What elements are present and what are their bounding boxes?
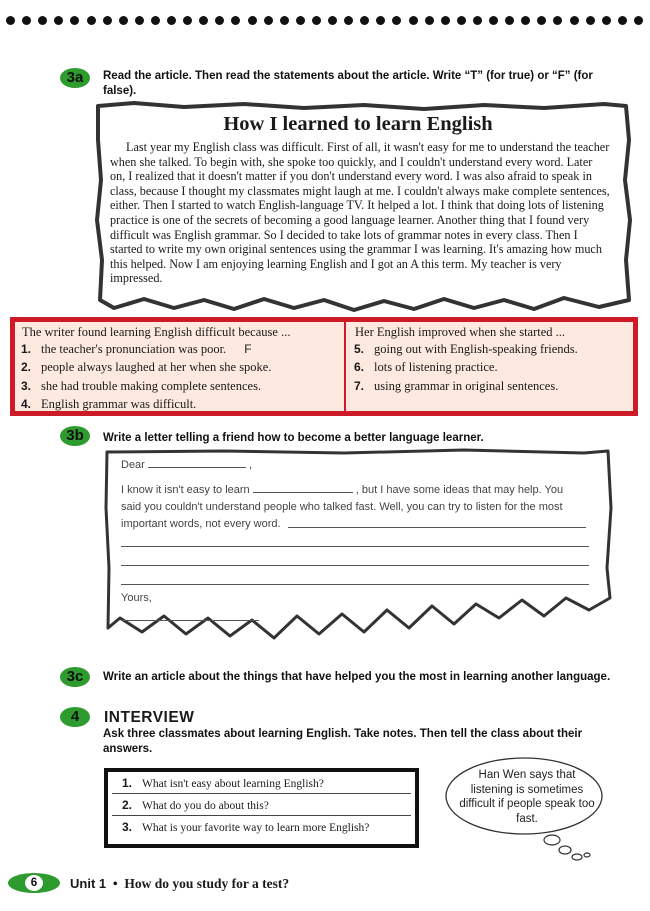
border-dot bbox=[87, 16, 96, 25]
statement-number: 5. bbox=[354, 342, 365, 356]
statement-text: she had trouble making complete sentences. bbox=[41, 378, 262, 393]
section-4-badge: 4 bbox=[60, 707, 90, 727]
section-3b-badge: 3b bbox=[60, 426, 90, 446]
border-dot bbox=[70, 16, 79, 25]
writing-line[interactable] bbox=[288, 527, 586, 528]
letter-line-3: important words, not every word. bbox=[121, 518, 281, 530]
letter-line-1a: I know it isn't easy to learn bbox=[121, 484, 250, 496]
unit-title: How do you study for a test? bbox=[124, 876, 290, 891]
border-dot bbox=[231, 16, 240, 25]
border-dot bbox=[425, 16, 434, 25]
statement-text: people always laughed at her when she spoke. bbox=[41, 360, 272, 375]
border-dot bbox=[215, 16, 224, 25]
letter-greeting-line bbox=[121, 457, 601, 474]
statement-text: using grammar in original sentences. bbox=[374, 378, 559, 393]
border-dot bbox=[570, 16, 579, 25]
border-dot bbox=[553, 16, 562, 25]
letter-greeting: Dear bbox=[121, 459, 145, 471]
question-text: What isn't easy about learning English? bbox=[142, 778, 324, 790]
border-dot bbox=[54, 16, 63, 25]
border-dot bbox=[505, 16, 514, 25]
question-text: What is your favorite way to learn more English? bbox=[142, 822, 370, 834]
border-dot bbox=[296, 16, 305, 25]
statement-item bbox=[21, 377, 344, 395]
border-dot bbox=[38, 16, 47, 25]
statements-left-column bbox=[15, 322, 346, 411]
statement-answer[interactable]: F bbox=[244, 342, 252, 356]
question-row bbox=[112, 772, 411, 794]
border-dot bbox=[344, 16, 353, 25]
section-3c-instruction: Write an article about the things that have helped you the most in learning another language. bbox=[103, 671, 611, 683]
question-row bbox=[112, 816, 411, 838]
border-dot bbox=[489, 16, 498, 25]
statement-text: English grammar was difficult. bbox=[41, 396, 197, 411]
section-3b-instruction: Write a letter telling a friend how to become a better language learner. bbox=[103, 432, 484, 444]
interview-questions bbox=[104, 768, 419, 848]
question-number: 2. bbox=[122, 798, 133, 812]
footer-bullet: • bbox=[112, 876, 118, 891]
question-text: What do you do about this? bbox=[142, 800, 269, 812]
statement-item bbox=[354, 358, 633, 376]
article-title: How I learned to learn English bbox=[223, 113, 493, 135]
border-dot bbox=[167, 16, 176, 25]
statements-panel bbox=[10, 317, 638, 416]
border-dot bbox=[312, 16, 321, 25]
border-dot bbox=[280, 16, 289, 25]
border-dot bbox=[376, 16, 385, 25]
border-dot bbox=[151, 16, 160, 25]
interview-heading: INTERVIEW bbox=[104, 709, 195, 726]
statement-number: 1. bbox=[21, 342, 32, 356]
page-number: 6 bbox=[25, 875, 43, 891]
statement-number: 2. bbox=[21, 360, 32, 375]
border-dot bbox=[199, 16, 208, 25]
writing-line[interactable] bbox=[121, 546, 589, 547]
statement-text: the teacher's pronunciation was poor. bbox=[41, 342, 227, 356]
greeting-comma: , bbox=[248, 459, 253, 471]
section-3a-instruction: Read the article. Then read the statements about the article. Write “T” (for true) or “F” (for false). bbox=[103, 70, 593, 97]
statement-text: lots of listening practice. bbox=[374, 360, 498, 375]
statements-right-column bbox=[348, 322, 633, 411]
thought-bubble-text: Han Wen says that listening is sometimes difficult if people speak too fast. bbox=[459, 769, 595, 825]
letter-line-2: said you couldn't understand people who talked fast. Well, you can try to listen for the most bbox=[121, 501, 563, 513]
signature-line[interactable] bbox=[121, 620, 259, 621]
article-body: Last year my English class was difficult. First of all, it wasn't easy for me to understand the teacher when she talked. To begin with, she spoke too quickly, and I couldn't understand every word. Later on, I realized that it doesn't matter if you don't understand every word. I was also afraid to speak in class, because I thought my classmates might laugh at me. I couldn't always make complete sentences, either. Then I started to watch English-language TV. It helped a lot. I think that doing lots of listening practice is one of the secrets of becoming a good language learner. Another thing that I found very difficult was English grammar. So I decided to take lots of grammar notes in every class. Then I started to write my own original sentences using the grammar I was learning. It's amazing how much this helped. Now I am enjoying learning English and I got an A this term. My teacher is very impressed. bbox=[110, 140, 610, 286]
border-dot bbox=[22, 16, 31, 25]
statement-item bbox=[21, 340, 344, 358]
border-dot bbox=[618, 16, 627, 25]
letter-line-1 bbox=[121, 482, 601, 499]
question-row bbox=[112, 794, 411, 816]
border-dot bbox=[441, 16, 450, 25]
language-blank[interactable] bbox=[253, 482, 353, 493]
writing-line[interactable] bbox=[121, 584, 589, 585]
recipient-blank[interactable] bbox=[148, 457, 246, 468]
section-3c-badge: 3c bbox=[60, 667, 90, 687]
border-dot bbox=[537, 16, 546, 25]
statement-number: 6. bbox=[354, 360, 365, 375]
statement-item bbox=[354, 340, 633, 358]
page-number-badge bbox=[8, 873, 60, 893]
question-number: 1. bbox=[122, 776, 133, 790]
writing-line[interactable] bbox=[121, 565, 589, 566]
border-dot bbox=[473, 16, 482, 25]
statement-item bbox=[354, 377, 633, 395]
footer-running-head bbox=[70, 876, 289, 892]
border-dot bbox=[103, 16, 112, 25]
section-3a-badge: 3a bbox=[60, 68, 90, 88]
border-dot bbox=[457, 16, 466, 25]
section-4-instruction: Ask three classmates about learning English. Take notes. Then tell the class about their answers. bbox=[103, 728, 583, 755]
border-dot bbox=[521, 16, 530, 25]
statement-number: 3. bbox=[21, 378, 32, 393]
statement-item bbox=[21, 395, 344, 413]
border-dot bbox=[264, 16, 273, 25]
unit-label: Unit 1 bbox=[70, 876, 107, 891]
statement-number: 7. bbox=[354, 378, 365, 393]
dotted-border bbox=[6, 16, 646, 28]
border-dot bbox=[602, 16, 611, 25]
statement-number: 4. bbox=[21, 396, 32, 411]
border-dot bbox=[392, 16, 401, 25]
border-dot bbox=[409, 16, 418, 25]
border-dot bbox=[634, 16, 643, 25]
letter-line-1b: , but I have some ideas that may help. You bbox=[355, 484, 564, 496]
border-dot bbox=[248, 16, 257, 25]
border-dot bbox=[135, 16, 144, 25]
article-panel bbox=[94, 100, 634, 312]
question-number: 3. bbox=[122, 820, 133, 834]
letter-panel bbox=[104, 448, 614, 644]
statements-right-heading: Her English improved when she started ... bbox=[355, 325, 566, 339]
border-dot bbox=[328, 16, 337, 25]
statements-left-heading: The writer found learning English difficult because ... bbox=[22, 325, 291, 339]
border-dot bbox=[183, 16, 192, 25]
border-dot bbox=[360, 16, 369, 25]
statement-text: going out with English-speaking friends. bbox=[374, 342, 578, 356]
border-dot bbox=[6, 16, 15, 25]
statement-item bbox=[21, 358, 344, 376]
border-dot bbox=[586, 16, 595, 25]
letter-closing: Yours, bbox=[121, 592, 152, 604]
border-dot bbox=[119, 16, 128, 25]
